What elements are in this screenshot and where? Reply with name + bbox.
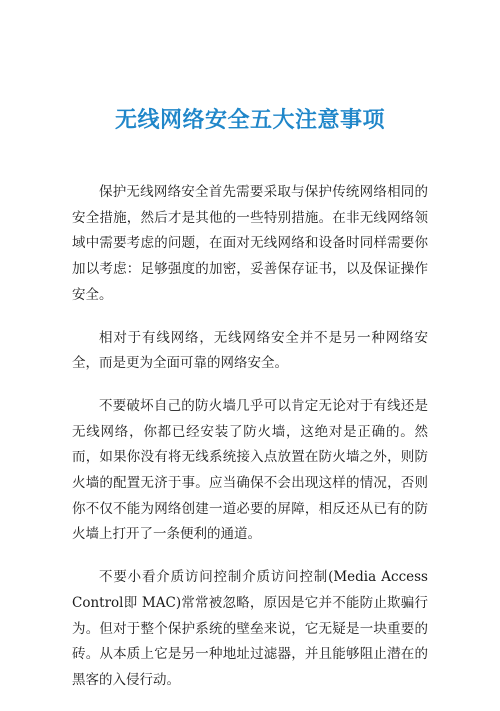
document-body <box>72 180 428 711</box>
document-title: 无线网络安全五大注意事项 <box>114 108 385 133</box>
paragraph-2: 相对于有线网络，无线网络安全并不是另一种网络安全，而是更为全面可靠的网络安全。 <box>72 329 428 372</box>
paragraph-4: 不要小看介质访问控制介质访问控制(Media Access Control即 MAC)常常被忽略，原因是它并不能防止欺骗行为。但对于整个保护系统的壁垒来说，它无疑是一块重要的砖。从本质上它是另一种地址过滤器，并且能够阻止潜在的黑客的入侵行动。 <box>72 569 428 688</box>
paragraph-3: 不要破坏自己的防火墙几乎可以肯定无论对于有线还是无线网络，你都已经安装了防火墙，这绝对是正确的。然而，如果你没有将无线系统接入点放置在防火墙之外，则防火墙的配置无济于事。应当确保不会出现这样的情况，否则你不仅不能为网络创建一道必要的屏障，相反还从已有的防火墙上打开了一条便利的通道。 <box>72 397 428 543</box>
paragraph-1: 保护无线网络安全首先需要采取与保护传统网络相同的安全措施，然后才是其他的一些特别措施。在非无线网络领域中需要考虑的问题，在面对无线网络和设备时同样需要你加以考虑：足够强度的加密，妥善保存证书，以及保证操作安全。 <box>72 184 428 303</box>
